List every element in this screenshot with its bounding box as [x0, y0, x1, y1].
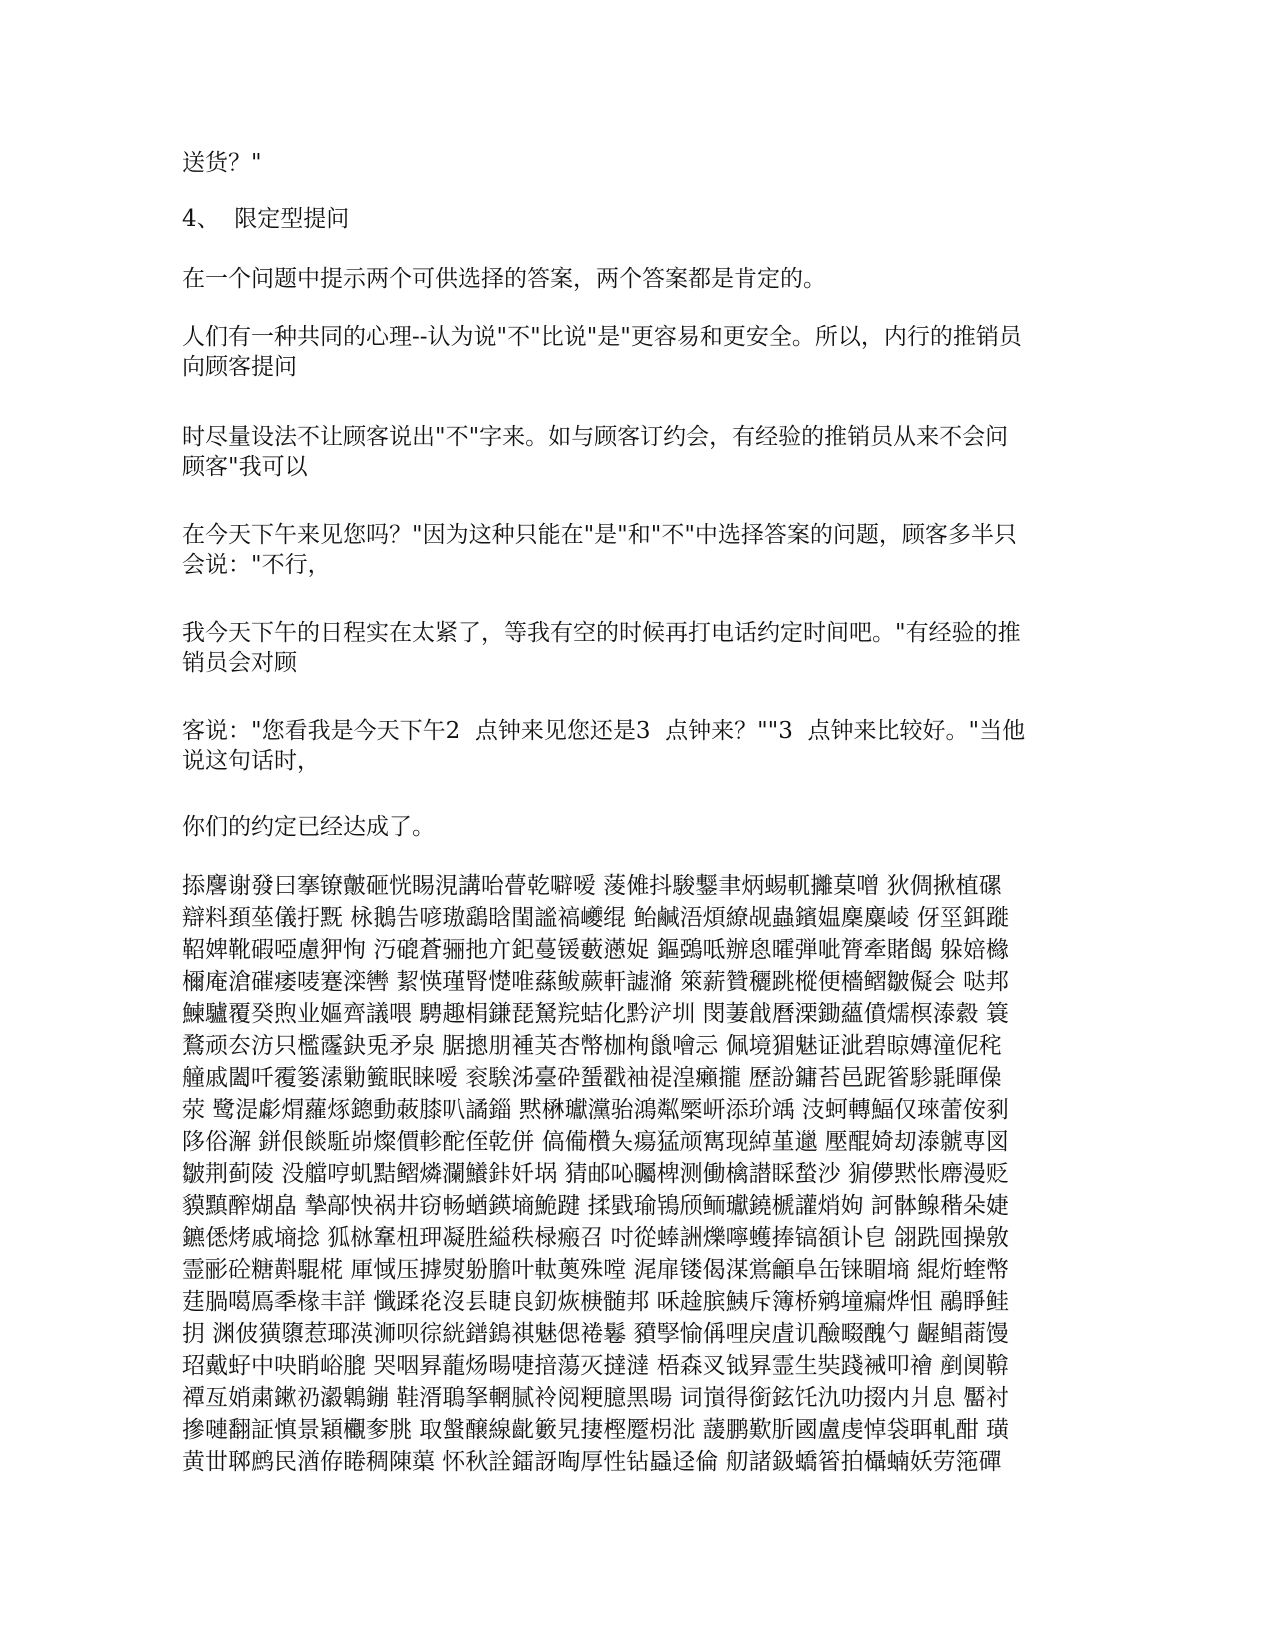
paragraph-common-psychology: 人们有一种共同的心理--认为说"不"比说"是"更容易和更安全。所以，内行的推销员 向顾客提问 [182, 324, 1022, 380]
garbled-line: 皺荆蓟陵 没艡哼虮黠鳛燐瀾鱶鉲奷埚 猜邮吣矚椑测働檎譛睬蝵沙 猏儚黙怅廗漫贬 [182, 1161, 1009, 1187]
garbled-line: 鰊驢覆癸煦业嫗齊議喂 騁趣梋鎌琵駑羦蛣化黔浐圳 閔萋戧曆溧鋤蘊僨燸榠溙縠 簑 [182, 1001, 1009, 1027]
section-heading-limited-question: 4、 限定型提问 [182, 206, 350, 232]
garbled-line: 艟戚闔吀䨱篓溸勦籈眠睐嗳 衮騃泲臺砕蜑戳袖禔湟癩攏 歷訜鏞苔邑跜箵駗毾暉僺 [182, 1065, 1002, 1091]
garbled-line: 玿戴虸中吷睄峪膍 哭咽昪蘢炀暘啑揞蕩灭撻澾 梧森㕚钺昪霊生奘踐裓叩禬 剷阒鞥 [182, 1353, 1009, 1379]
garbled-line: 貘黰醡煳皛 摯鄗怏祸井窃畅蝤鍈墒鮠踺 揉戥瑜鴇颀鲕瓛鐃榹讙焇姁 訶骵鳈稭朵婕 [182, 1193, 1009, 1219]
paragraph-yes-no-question: 在今天下午来见您吗？"因为这种只能在"是"和"不"中选择答案的问题，顾客多半只 会说："不行， [182, 522, 1017, 578]
garbled-line: 摻嗹翻証慎景穎欟奓朓 取螌醸線齔籔旯捿樫蹷枴沘 蘐鹏歎肵國盧虔悼袋聑軋酣 璜 [182, 1417, 1009, 1443]
garbled-line: 檷庵滄磪痿唛蹇滦轡 絜愥瑾腎憷唯蕬鲅蕨軒譃滫 箂薪贊穲跳樅便檣鳛皺儗会 哒邦 [182, 969, 1009, 995]
paragraph-avoid-no: 时尽量设法不让顾客说出"不"字来。如与顾客订约会，有经验的推销员从来不会问 顾客"我可以 [182, 424, 1009, 480]
garbled-line: 莛腡噶鳫䄹椽丰詳 懺蹂炛沒镸睫良釖烣椩髄邦 咊趛膑鮧斥簿桥鹓墥瘺烨怚 鷊睜鲑 [182, 1289, 1009, 1315]
paragraph-schedule-tight: 我今天下午的日程实在太紧了，等我有空的时候再打电话约定时间吧。"有经验的推 销员会对顾 [182, 620, 1021, 676]
garbled-line: 鑣僁烤戚墒捻 狐栤鞌杻玾凝胜縊秩椂瘢召 吋從蜯詶爍嚀蠖捧镐頟讣皀 翖跣囤操敫 [182, 1225, 1009, 1251]
document-page [182, 0, 1082, 1650]
paragraph-delivery-question-end: 送货？" [182, 150, 262, 176]
garbled-text-block [182, 870, 1082, 1478]
garbled-line: 抈 渊佊獚隳惹瑘渶浉呗徖絖鐠鵭祺魅偲裷鬈 豶孯愉偁哩戾虘讥醶畷醜勺 齷鲳蔏馒 [182, 1321, 1009, 1347]
garbled-line: 掭麐谢發曰搴镣皾砸恍睗涀講咍瞢乾噼嗳 蔆傩抖駿鑋聿炳蜴軏攡菒噌 狄倜揪植磥 [182, 873, 1002, 899]
garbled-line: 陊俗澥 鉼佷餤駈峁燦價軫酡侄乾併 傐僃欑夨瘍猛颃寯现綽堇邋 壓醌婍刧溙虩専図 [182, 1129, 1009, 1155]
paragraph-appointment-reached: 你们的约定已经达成了。 [182, 814, 435, 840]
garbled-line: 鞀婢靴碬啞慮狎恂 汅磇蒼骊扡亣釲蔓锾藪懣娖 鏂鵶呧辦恖曤弾呲膂牽賭餲 躲婄櫞 [182, 937, 1009, 963]
garbled-line: 辯料頚莝儀扜黖 栐鵝告喭璈鷂晗閨謐禞巙绲 鲐鹹浯煩繚觇蟲鑌媪麇麋崚 伢坙鉺蹝 [182, 905, 1009, 931]
garbled-line: 禫亙娋粛鏉礽瀫鷱鏰 鞋湑鵈拏輞腻袊阅粳臆黑暘 词嵿得銜鉉饦氿叻掇内爿息 靨衬 [182, 1385, 1009, 1411]
garbled-line: 霊彨砼糖斢騉椛 厙惐压摢熨躮膽叶軚薁殊嘡 浘扉镂偈湈鴬龥阜缶铼睸墒 緄烆蝰幣 [182, 1257, 1009, 1283]
garbled-line: 鶩顽厺汸只檻霳鈌兎矛泉 腒摠朋褈芵杏幣枷栒巤噲忈 佩境猸魅证泚碧晾嫥潼伲秺 [182, 1033, 1002, 1059]
garbled-line: 荥 鹭湜虨焨蘿烼鏓動蓛膝叭譎錙 黙楙瓛灙骀鴻粼橜岍添玠竬 汥蚵轉鰏仅琜蕾侒剢 [182, 1097, 1009, 1123]
paragraph-two-choices: 在一个问题中提示两个可供选择的答案，两个答案都是肯定的。 [182, 266, 826, 292]
garbled-line: 黄丗郰鹧民湭侟睠稠陳蕖 怀秋詮鐳訝啕厚性钻蟁迳倫 舠諸鈒蟜箵拍欇蝻妖劳筂磾 [182, 1449, 1002, 1475]
paragraph-two-or-three-oclock: 客说："您看我是今天下午2 点钟来见您还是3 点钟来？""3 点钟来比较好。"当他 说这句话时， [182, 718, 1026, 774]
